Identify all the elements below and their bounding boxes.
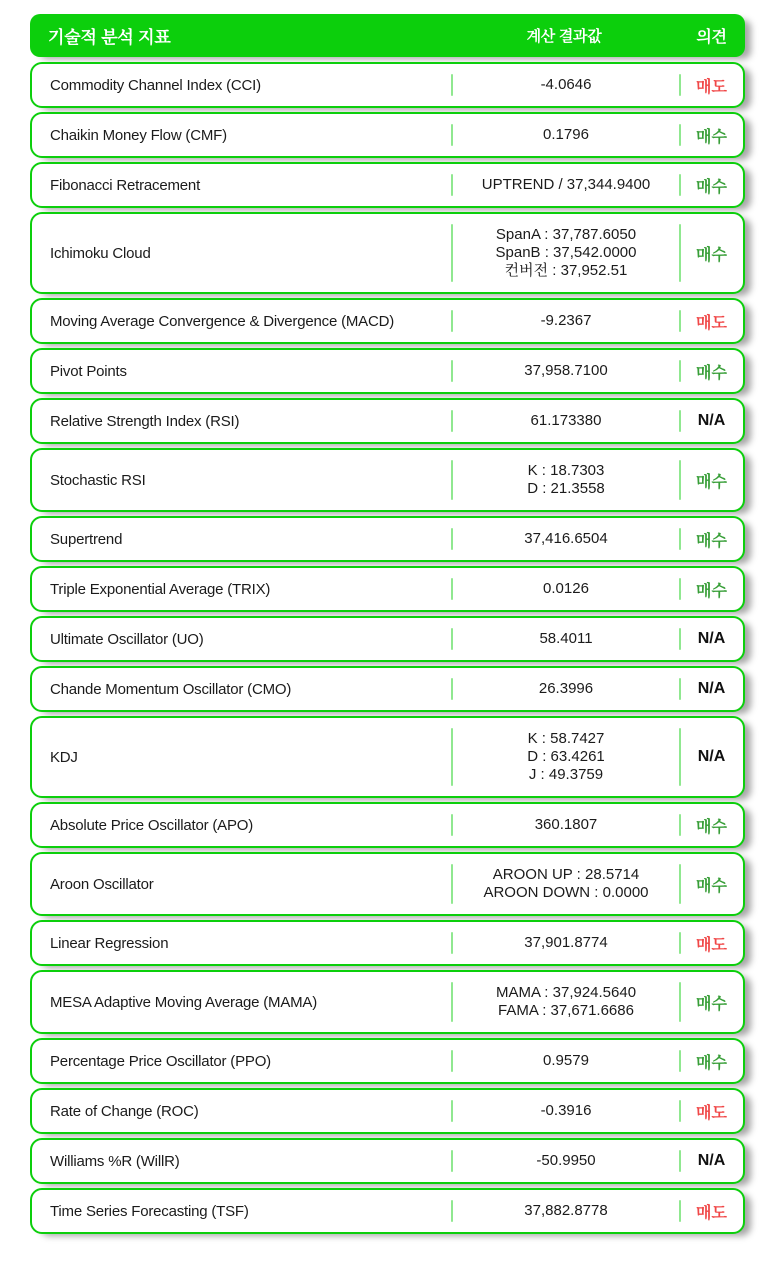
table-row — [30, 666, 745, 712]
value-line: 0.0126 — [543, 580, 589, 597]
technical-analysis-table — [30, 14, 745, 1238]
value-line: -50.9950 — [536, 1152, 596, 1169]
indicator-name: Chande Momentum Oscillator (CMO) — [50, 680, 292, 698]
indicator-name: MESA Adaptive Moving Average (MAMA) — [50, 993, 318, 1011]
indicator-name: Chaikin Money Flow (CMF) — [50, 126, 227, 144]
value-line: 37,958.7100 — [524, 362, 608, 379]
indicator-opinion: 매수 — [680, 450, 743, 510]
indicator-value — [452, 854, 680, 914]
table-row — [30, 162, 745, 208]
table-row — [30, 566, 745, 612]
indicator-opinion: 매수 — [680, 518, 743, 560]
indicator-name: Moving Average Convergence & Divergence (MACD) — [50, 312, 395, 330]
value-line: 0.1796 — [543, 126, 589, 143]
indicator-name: Rate of Change (ROC) — [50, 1102, 199, 1120]
table-row — [30, 62, 745, 108]
table-row — [30, 1188, 745, 1234]
indicator-value — [452, 618, 680, 660]
value-line: -4.0646 — [540, 76, 592, 93]
value-line: 58.4011 — [539, 630, 593, 647]
indicator-value — [452, 164, 680, 206]
value-line: D : 21.3558 — [527, 480, 605, 497]
indicator-opinion: 매도 — [680, 300, 743, 342]
table-row — [30, 852, 745, 916]
indicator-name: Time Series Forecasting (TSF) — [50, 1202, 249, 1220]
indicator-name: KDJ — [50, 748, 78, 766]
indicator-value — [452, 1090, 680, 1132]
indicator-opinion: 매수 — [680, 568, 743, 610]
value-line: AROON UP : 28.5714 — [492, 866, 640, 883]
table-row — [30, 298, 745, 344]
indicator-name: Stochastic RSI — [50, 471, 146, 489]
value-line: 0.9579 — [543, 1052, 589, 1069]
indicator-name: Absolute Price Oscillator (APO) — [50, 816, 254, 834]
indicator-opinion: 매도 — [680, 64, 743, 106]
indicator-value — [452, 518, 680, 560]
indicator-name: Relative Strength Index (RSI) — [50, 412, 240, 430]
indicator-name: Pivot Points — [50, 362, 127, 380]
table-row — [30, 616, 745, 662]
table-row — [30, 802, 745, 848]
indicator-opinion: N/A — [680, 400, 743, 442]
indicator-value — [452, 114, 680, 156]
indicator-value — [452, 450, 680, 510]
indicator-name: Williams %R (WillR) — [50, 1152, 180, 1170]
indicator-name: Fibonacci Retracement — [50, 176, 201, 194]
indicator-value — [452, 1140, 680, 1182]
value-line: 61.173380 — [530, 412, 602, 429]
indicator-name: Linear Regression — [50, 934, 169, 952]
indicator-value — [452, 668, 680, 710]
table-row — [30, 920, 745, 966]
indicator-value — [452, 350, 680, 392]
value-line: MAMA : 37,924.5640 — [495, 984, 637, 1001]
value-line: D : 63.4261 — [527, 748, 605, 765]
indicator-value — [452, 922, 680, 964]
value-line: 26.3996 — [538, 680, 594, 697]
value-line: AROON DOWN : 0.0000 — [483, 884, 649, 901]
indicator-name: Supertrend — [50, 530, 123, 548]
value-line: 360.1807 — [534, 816, 598, 833]
header-indicator-label: 기술적 분석 지표 — [48, 28, 171, 47]
indicator-opinion: 매수 — [680, 1040, 743, 1082]
value-line: FAMA : 37,671.6686 — [498, 1002, 634, 1019]
indicator-opinion: N/A — [680, 668, 743, 710]
indicator-value — [452, 568, 680, 610]
indicator-opinion: 매수 — [680, 804, 743, 846]
table-row — [30, 516, 745, 562]
value-line: 37,416.6504 — [524, 530, 608, 547]
value-line: UPTREND / 37,344.9400 — [481, 176, 651, 193]
table-row — [30, 716, 745, 798]
indicator-value — [452, 64, 680, 106]
value-line: J : 49.3759 — [528, 766, 604, 783]
indicator-value — [452, 400, 680, 442]
indicator-opinion: 매수 — [680, 114, 743, 156]
table-row — [30, 398, 745, 444]
indicator-opinion: N/A — [680, 1140, 743, 1182]
value-line: 37,882.8778 — [524, 1202, 608, 1219]
table-row — [30, 112, 745, 158]
indicator-value — [452, 214, 680, 292]
table-row — [30, 348, 745, 394]
table-row — [30, 1138, 745, 1184]
indicator-name: Triple Exponential Average (TRIX) — [50, 580, 271, 598]
value-line: K : 18.7303 — [527, 462, 605, 479]
indicator-opinion: 매도 — [680, 1190, 743, 1232]
value-line: 컨버전 : 37,952.51 — [504, 262, 628, 279]
indicator-value — [452, 300, 680, 342]
table-row — [30, 212, 745, 294]
indicator-opinion: 매수 — [680, 214, 743, 292]
value-line: SpanB : 37,542.0000 — [495, 244, 637, 261]
indicator-opinion: N/A — [680, 718, 743, 796]
value-line: -9.2367 — [540, 312, 592, 329]
header-value-label: 계산 결과값 — [526, 28, 602, 45]
table-row — [30, 970, 745, 1034]
value-line: 37,901.8774 — [524, 934, 608, 951]
indicator-opinion: 매도 — [680, 922, 743, 964]
table-row — [30, 448, 745, 512]
indicator-opinion: 매수 — [680, 854, 743, 914]
indicator-name: Ichimoku Cloud — [50, 244, 151, 262]
indicator-opinion: 매수 — [680, 164, 743, 206]
value-line: -0.3916 — [540, 1102, 592, 1119]
indicator-opinion: 매수 — [680, 972, 743, 1032]
header-opinion-label: 의견 — [696, 29, 727, 46]
indicator-name: Ultimate Oscillator (UO) — [50, 630, 204, 648]
indicator-name: Percentage Price Oscillator (PPO) — [50, 1052, 271, 1070]
indicator-opinion: 매도 — [680, 1090, 743, 1132]
indicator-value — [452, 1040, 680, 1082]
indicator-value — [452, 1190, 680, 1232]
table-header — [30, 14, 745, 57]
indicator-value — [452, 972, 680, 1032]
value-line: SpanA : 37,787.6050 — [495, 226, 637, 243]
indicator-name: Aroon Oscillator — [50, 875, 154, 893]
table-row — [30, 1038, 745, 1084]
indicator-opinion: 매수 — [680, 350, 743, 392]
indicator-value — [452, 718, 680, 796]
indicator-opinion: N/A — [680, 618, 743, 660]
indicator-name: Commodity Channel Index (CCI) — [50, 76, 261, 94]
value-line: K : 58.7427 — [527, 730, 605, 747]
table-body — [30, 62, 745, 1234]
indicator-value — [452, 804, 680, 846]
table-row — [30, 1088, 745, 1134]
